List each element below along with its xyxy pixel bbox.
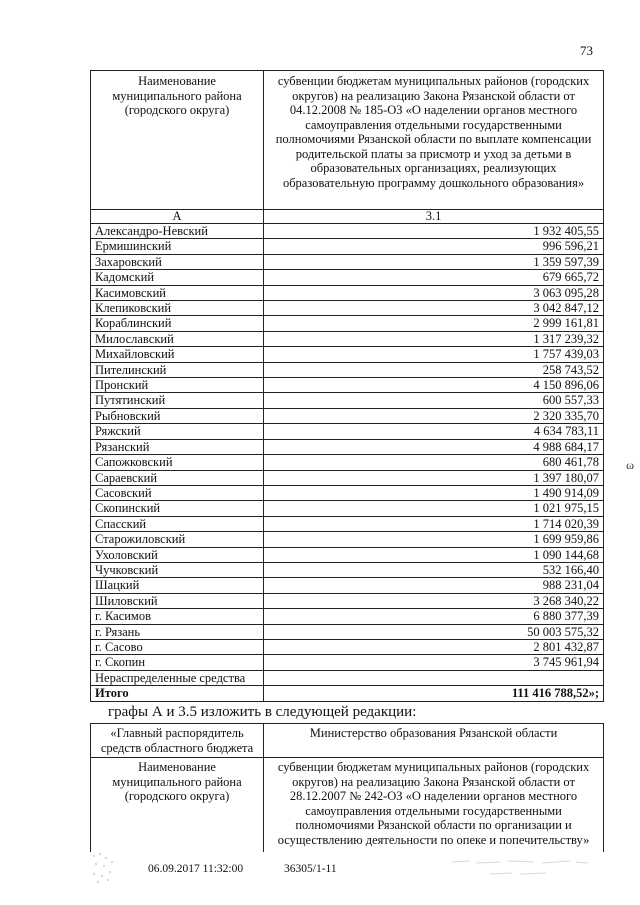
table-row	[91, 347, 604, 362]
distributor-row	[91, 724, 604, 758]
municipality-name: Рязанский	[91, 439, 264, 454]
municipality-name: Ряжский	[91, 424, 264, 439]
stamp-mark-icon	[88, 848, 128, 888]
table-row	[91, 593, 604, 608]
subvention-amount: 988 231,04	[264, 578, 604, 593]
subvention-amount: 2 320 335,70	[264, 408, 604, 423]
column-code-3-1: 3.1	[264, 210, 604, 224]
total-value: 111 416 788,52»;	[264, 686, 604, 702]
municipality-name: Пителинский	[91, 362, 264, 377]
table-row	[91, 562, 604, 577]
table-row	[91, 331, 604, 346]
table-row	[91, 670, 604, 685]
subvention-amount: 3 745 961,94	[264, 655, 604, 670]
registration-stamp	[88, 848, 128, 888]
subvention-amount: 679 665,72	[264, 270, 604, 285]
table-row	[91, 547, 604, 562]
municipality-name: Милославский	[91, 331, 264, 346]
table-row	[91, 424, 604, 439]
table-row	[91, 501, 604, 516]
subvention-amount: 996 596,21	[264, 239, 604, 254]
total-row	[91, 686, 604, 702]
table-row	[91, 224, 604, 239]
municipality-name: Касимовский	[91, 285, 264, 300]
municipality-label: Наименование муниципального района (городского округа)	[91, 758, 264, 853]
table-row	[91, 532, 604, 547]
municipality-name: Михайловский	[91, 347, 264, 362]
municipality-name: г. Рязань	[91, 624, 264, 639]
table-row	[91, 455, 604, 470]
table-row	[91, 285, 604, 300]
column-code-a: А	[91, 210, 264, 224]
edge-mark: ω	[626, 458, 634, 472]
footer-code: 36305/1-11	[284, 863, 337, 875]
municipality-name: г. Скопин	[91, 655, 264, 670]
municipality-name: Нераспределенные средства	[91, 670, 264, 685]
table-row	[91, 316, 604, 331]
table-header-row	[91, 71, 604, 210]
header-municipality: Наименование муниципального района (городского округа)	[91, 71, 264, 210]
table-row	[91, 624, 604, 639]
table-row	[91, 470, 604, 485]
subvention-amount: 680 461,78	[264, 455, 604, 470]
table-row	[91, 578, 604, 593]
column-code-row	[91, 210, 604, 224]
municipality-name: Кадомский	[91, 270, 264, 285]
subvention-amount: 2 801 432,87	[264, 639, 604, 654]
subvention-amount: 3 268 340,22	[264, 593, 604, 608]
municipality-name: Захаровский	[91, 254, 264, 269]
municipality-name: Шацкий	[91, 578, 264, 593]
municipality-name: Клепиковский	[91, 301, 264, 316]
municipality-name: Сасовский	[91, 485, 264, 500]
table-row	[91, 439, 604, 454]
subvention-amount: 2 999 161,81	[264, 316, 604, 331]
table-row	[91, 393, 604, 408]
subvention-amount: 1 359 597,39	[264, 254, 604, 269]
replacement-table	[90, 723, 604, 852]
table-row	[91, 609, 604, 624]
subvention-amount: 4 988 684,17	[264, 439, 604, 454]
table-row	[91, 270, 604, 285]
municipality-name: Рыбновский	[91, 408, 264, 423]
table-row	[91, 408, 604, 423]
table-row	[91, 516, 604, 531]
table-row	[91, 301, 604, 316]
municipality-name: Пронский	[91, 378, 264, 393]
table-row	[91, 362, 604, 377]
subvention-amount: 1 932 405,55	[264, 224, 604, 239]
instruction-text: графы А и 3.5 изложить в следующей редакции:	[108, 704, 417, 720]
subvention-amount: 1 714 020,39	[264, 516, 604, 531]
municipality-name: Кораблинский	[91, 316, 264, 331]
table-row	[91, 378, 604, 393]
total-label: Итого	[91, 686, 264, 702]
municipality-name: г. Сасово	[91, 639, 264, 654]
subvention-amount: 4 634 783,11	[264, 424, 604, 439]
municipality-name: Александро-Невский	[91, 224, 264, 239]
header-subvention-description: субвенции бюджетам муниципальных районов (городских округов) на реализацию Закона Рязанской области от 04.12.2008 № 185-ОЗ «О наделении органов местного самоуправления отдельными государственными полномочиями Рязанской области по выплате компенсации родительской платы за присмотр и уход за детьми в образовательных организациях, реализующих образовательную программу дошкольного образования»	[264, 71, 604, 210]
faint-signature	[450, 852, 590, 880]
subvention-amount: 1 699 959,86	[264, 532, 604, 547]
municipality-name: Сараевский	[91, 470, 264, 485]
municipality-name: Чучковский	[91, 562, 264, 577]
subvention-amount: 6 880 377,39	[264, 609, 604, 624]
subvention-amount: 532 166,40	[264, 562, 604, 577]
subvention-table	[90, 70, 604, 702]
subvention-description: субвенции бюджетам муниципальных районов (городских округов) на реализацию Закона Рязанской области от 28.12.2007 № 242-ОЗ «О наделении органов местного самоуправления отдельными государственными полномочиями Рязанской области по организации и осуществлению деятельности по опеке и попечительству»	[264, 758, 604, 853]
municipality-name: Путятинский	[91, 393, 264, 408]
subvention-amount: 4 150 896,06	[264, 378, 604, 393]
subvention-amount	[264, 670, 604, 685]
subvention-amount: 600 557,33	[264, 393, 604, 408]
footer-date: 06.09.2017 11:32:00	[148, 863, 244, 875]
subvention-amount: 1 021 975,15	[264, 501, 604, 516]
municipality-name: Ухоловский	[91, 547, 264, 562]
page-number: 73	[580, 43, 593, 58]
municipality-name: Шиловский	[91, 593, 264, 608]
subvention-amount: 1 397 180,07	[264, 470, 604, 485]
table-row	[91, 239, 604, 254]
subvention-amount: 50 003 575,32	[264, 624, 604, 639]
municipality-name: Ермишинский	[91, 239, 264, 254]
table-row	[91, 639, 604, 654]
municipality-name: Сапожковский	[91, 455, 264, 470]
subvention-amount: 3 042 847,12	[264, 301, 604, 316]
subvention-amount: 1 317 239,32	[264, 331, 604, 346]
municipality-name: Старожиловский	[91, 532, 264, 547]
distributor-label: «Главный распорядитель средств областного бюджета	[91, 724, 264, 758]
signature-icon	[450, 852, 590, 880]
subvention-amount: 3 063 095,28	[264, 285, 604, 300]
subvention-amount: 1 757 439,03	[264, 347, 604, 362]
description-row	[91, 758, 604, 853]
subvention-amount: 1 090 144,68	[264, 547, 604, 562]
municipality-name: Спасский	[91, 516, 264, 531]
table-row	[91, 655, 604, 670]
subvention-amount: 1 490 914,09	[264, 485, 604, 500]
municipality-name: г. Касимов	[91, 609, 264, 624]
table-row	[91, 485, 604, 500]
table-row	[91, 254, 604, 269]
subvention-amount: 258 743,52	[264, 362, 604, 377]
distributor-value: Министерство образования Рязанской области	[264, 724, 604, 758]
municipality-name: Скопинский	[91, 501, 264, 516]
